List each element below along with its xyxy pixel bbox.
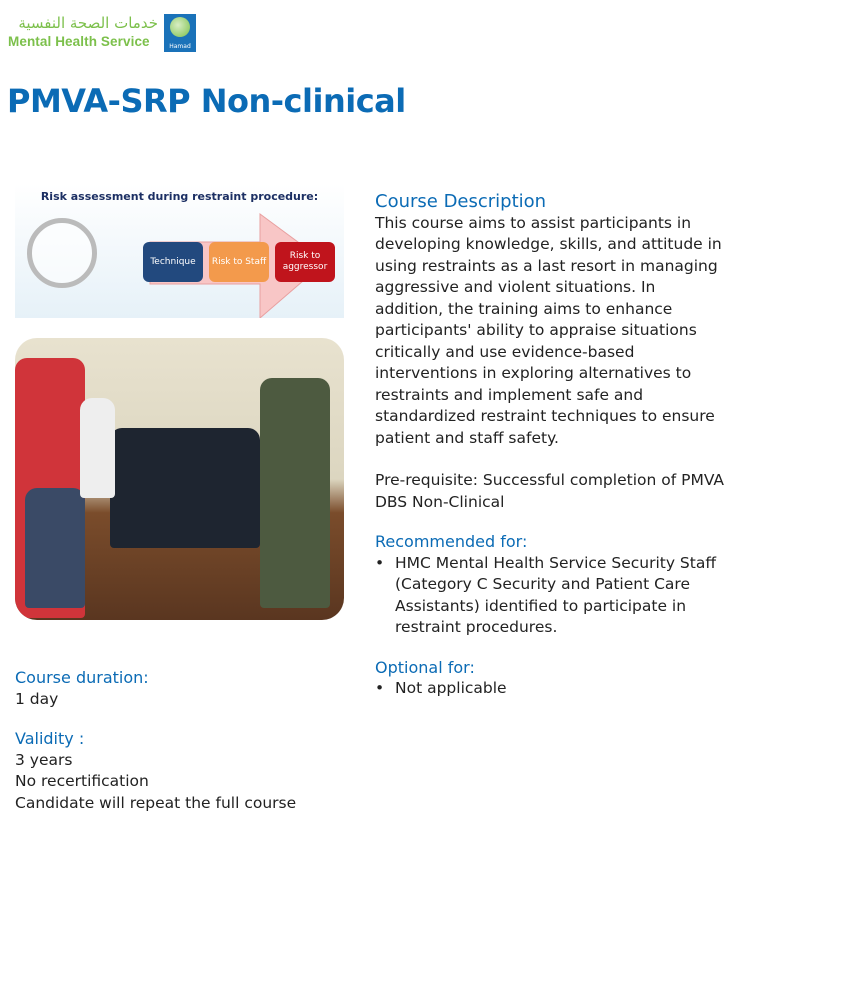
description-heading: Course Description	[375, 191, 547, 212]
diagram-box-risk-aggressor: Risk to aggressor	[275, 242, 335, 282]
duration-value: 1 day	[15, 689, 59, 708]
list-item: • Not applicable	[395, 678, 725, 700]
risk-assessment-diagram	[15, 184, 344, 318]
prerequisite-text: Pre-requisite: Successful completion of PMVA DBS Non-Clinical	[375, 471, 725, 511]
diagram-title: Risk assessment during restraint procedure:	[40, 190, 319, 203]
duration-heading: Course duration:	[15, 668, 149, 687]
optional-heading: Optional for:	[375, 657, 475, 677]
duration-section	[15, 667, 335, 814]
validity-heading: Validity :	[15, 729, 85, 748]
hamad-badge-icon: Hamad	[164, 14, 196, 52]
validity-line: 3 years	[15, 750, 73, 769]
validity-line: Candidate will repeat the full course	[15, 793, 297, 812]
training-photo	[15, 338, 344, 620]
optional-list	[375, 678, 725, 700]
list-item: • HMC Mental Health Service Security Staff (Category C Security and Patient Care Assistants) identified to participate in restraint procedures.	[395, 553, 725, 639]
page-title: PMVA-SRP Non-clinical	[7, 82, 406, 120]
recommended-list	[375, 553, 725, 639]
diagram-box-risk-staff: Risk to Staff	[209, 242, 269, 282]
description-text: This course aims to assist participants in developing knowledge, skills, and attitude in using restraints as a last resort in managing aggressive and violent situations. In addition, the training aims to enhance participants' ability to appraise situations critically and use evidence-based interventions in exploring alternatives to restraints and implement safe and standardized restraint techniques to ensure patient and staff safety.	[375, 213, 722, 447]
logo-arabic-text: خدمات الصحة النفسية	[18, 14, 158, 32]
logo-english-text: Mental Health Service	[8, 34, 150, 49]
diagram-box-technique: Technique	[143, 242, 203, 282]
course-info-section	[375, 191, 725, 700]
validity-line: No recertification	[15, 772, 149, 790]
recommended-heading: Recommended for:	[375, 532, 528, 551]
mental-health-service-logo	[8, 14, 193, 54]
